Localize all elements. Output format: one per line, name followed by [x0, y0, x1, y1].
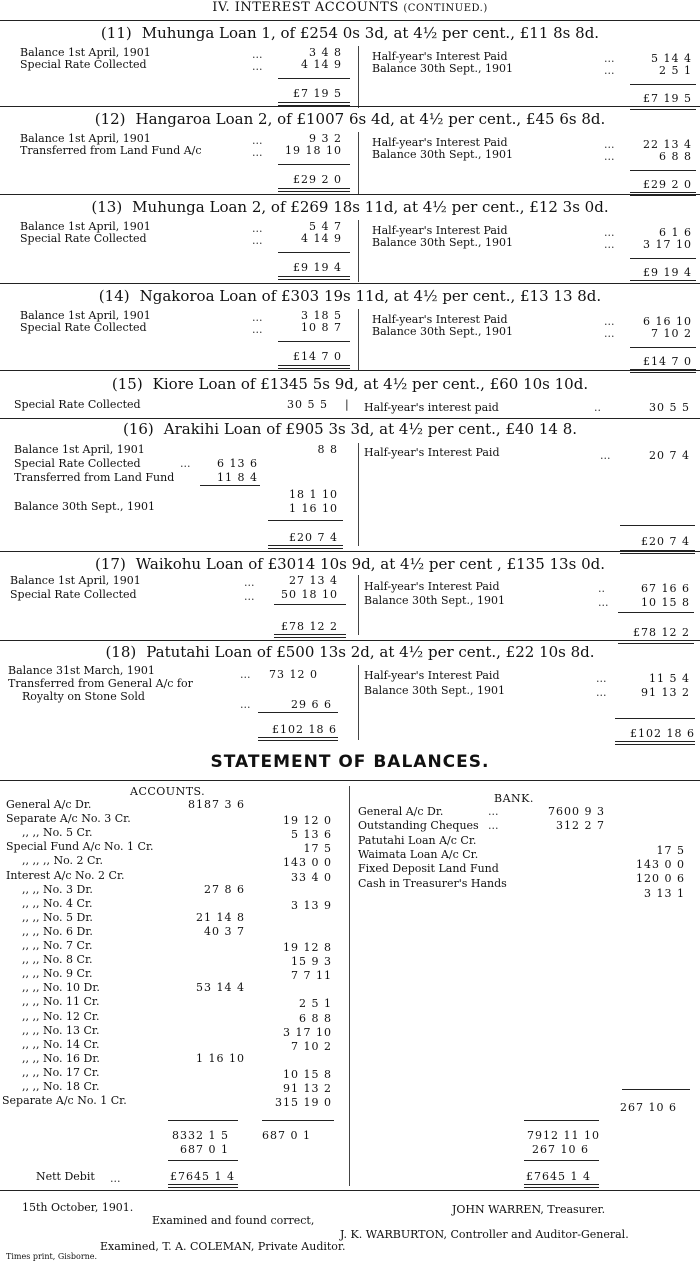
bank-amount-b: 17 5: [656, 843, 685, 857]
loan-number: (13): [91, 198, 123, 216]
loan-16-ldbl: [268, 545, 343, 549]
loan-17-right-label: Balance 30th Sept., 1901: [364, 594, 505, 607]
statement-rule: [0, 780, 700, 781]
loan-18-l2: Transferred from General A/c for: [8, 677, 193, 690]
account-label: ,, ,, No. 13 Cr.: [22, 1023, 100, 1037]
loan-left-label: Special Rate Collected: [20, 232, 147, 245]
bank-total: £7645 1 4: [526, 1170, 591, 1183]
loan-17-left-dbl: [274, 634, 346, 638]
loan-right-amount: 3 17 10: [643, 238, 692, 251]
account-label: ,, ,, No. 18 Cr.: [22, 1080, 100, 1093]
loan-15-title: [0, 375, 700, 393]
nett-label: Nett Debit: [36, 1170, 95, 1183]
loan-18-right-total: £102 18 6: [630, 727, 695, 740]
account-label: ,, ,, No. 17 Cr.: [22, 1065, 100, 1079]
acc-cr-line: [262, 1120, 334, 1121]
bank-sum: 7912 11 10: [527, 1129, 600, 1142]
loan-right-line: [630, 258, 696, 259]
bank-label: Cash in Treasurer's Hands: [358, 876, 507, 890]
bank-amount-b: 120 0 6: [636, 872, 685, 886]
loan-16-l2-dots: ...: [180, 457, 191, 470]
account-label: ,, ,, No. 16 Dr.: [22, 1051, 100, 1065]
loan-17-left-label: Special Rate Collected: [10, 588, 137, 601]
loan-left-line: [278, 252, 350, 253]
loan-right-dots: ...: [604, 52, 615, 65]
loan-left-dots: ...: [252, 222, 263, 235]
loan-left-amount: 19 18 10: [285, 144, 342, 157]
rule-18: [0, 640, 700, 641]
loan-16-r1: Half-year's Interest Paid: [364, 446, 500, 459]
loan-18-text: Patutahi Loan of £500 13s 2d, at 4½ per cent., £22 10s 8d.: [146, 643, 595, 661]
account-cr: 3 13 9: [291, 898, 332, 912]
loan-16-l4-amt: 1 16 10: [289, 502, 338, 515]
account-cr: 6 8 8: [299, 1011, 332, 1025]
footer-date: 15th October, 1901.: [22, 1201, 134, 1214]
acc-sum-cr: 687 0 1: [262, 1129, 311, 1142]
loan-right-dots: ...: [604, 226, 615, 239]
rule-17: [0, 551, 700, 552]
loan-divider: [358, 132, 359, 194]
account-dr: 27 8 6: [204, 882, 245, 896]
loan-right-total: £7 19 5: [643, 92, 692, 105]
account-label: Interest A/c No. 2 Cr.: [6, 868, 125, 882]
loan-17-text: Waikohu Loan of £3014 10s 9d, at 4½ per cent , £135 13s 0d.: [135, 555, 605, 573]
loan-15-separator: |: [345, 398, 349, 411]
loan-15-left-label: Special Rate Collected: [14, 398, 141, 411]
loan-18-l3-dots: ...: [240, 698, 251, 711]
loan-right-dots: ...: [604, 138, 615, 151]
acc-less: 687 0 1: [180, 1143, 229, 1156]
loan-17-number: (17): [95, 555, 126, 573]
loan-17-divider: [358, 575, 359, 635]
loan-16-l1: Balance 1st April, 1901: [14, 443, 145, 456]
loan-divider: [358, 46, 359, 108]
loan-left-amount: 3 4 8: [309, 46, 342, 59]
account-cr: 15 9 3: [291, 955, 332, 969]
loan-title-text: Hangaroa Loan 2, of £1007 6s 4d, at 4½ per cent., £45 6s 8d.: [135, 110, 606, 128]
bank-amount-b: 143 0 0: [636, 857, 685, 871]
loan-left-amount: 10 8 7: [301, 321, 342, 334]
account-label: ,, ,, No. 3 Dr.: [22, 882, 93, 896]
account-label: ,, ,, No. 4 Cr.: [22, 896, 93, 910]
loan-16-l3-amt: 11 8 4: [217, 471, 258, 484]
loan-15-right-amount: 30 5 5: [649, 401, 690, 414]
account-cr: 2 5 1: [299, 997, 332, 1011]
loan-18-left-total: £102 18 6: [272, 723, 337, 736]
loan-left-label: Special Rate Collected: [20, 321, 147, 334]
loan-17-left-amount: 27 13 4: [289, 574, 338, 587]
loan-left-dots: ...: [252, 146, 263, 159]
loan-right-total: £9 19 4: [643, 266, 692, 279]
loan-18-rdbl: [615, 741, 695, 745]
loan-right-label: Balance 30th Sept., 1901: [372, 325, 513, 338]
account-dr: 1 16 10: [196, 1051, 245, 1065]
account-cr: 91 13 2: [283, 1082, 332, 1095]
bank-amount-b: 3 13 1: [644, 886, 685, 900]
account-label: ,, ,, No. 5 Dr.: [22, 910, 93, 924]
loan-15-right-label: Half-year's interest paid: [364, 401, 499, 414]
loan-left-label: Special Rate Collected: [20, 58, 147, 71]
loan-title: [0, 287, 700, 305]
account-dr: 8187 3 6: [188, 798, 245, 811]
loan-right-label: Balance 30th Sept., 1901: [372, 148, 513, 161]
loan-16-r1-amt: 20 7 4: [649, 449, 690, 462]
loan-left-dots: ...: [252, 48, 263, 61]
account-cr: 7 10 2: [291, 1039, 332, 1053]
footer-treasurer: JOHN WARREN, Treasurer.: [452, 1203, 606, 1216]
account-label: ,, ,, No. 8 Cr.: [22, 953, 93, 967]
loan-right-amount: 2 5 1: [659, 64, 692, 77]
loan-right-dots: ...: [604, 327, 615, 340]
accounts-heading: ACCOUNTS.: [130, 785, 206, 798]
bank-less: 267 10 6: [532, 1143, 589, 1156]
loan-16-right-total: £20 7 4: [641, 535, 690, 548]
loan-rule: [0, 106, 700, 107]
loan-18-r1-amt: 11 5 4: [649, 672, 690, 685]
header-title: IV. INTEREST ACCOUNTS: [212, 0, 399, 15]
loan-left-dbl: [278, 276, 350, 280]
loan-right-amount: 7 10 2: [651, 327, 692, 340]
loan-left-line: [278, 341, 350, 342]
loan-right-dots: ...: [604, 64, 615, 77]
loan-left-total: £7 19 5: [293, 87, 342, 100]
footer-examined: Examined and found correct,: [152, 1214, 315, 1227]
loan-number: (11): [100, 24, 132, 42]
account-cr: 19 12 8: [283, 941, 332, 954]
loan-right-label: Half-year's Interest Paid: [372, 313, 508, 326]
loan-16-l1-amt: 8 8: [317, 443, 338, 456]
bank-less-line: [524, 1160, 599, 1161]
loan-left-dbl: [278, 188, 350, 192]
loan-16-l4: Balance 30th Sept., 1901: [14, 500, 155, 513]
acc-dr-line: [168, 1120, 238, 1121]
loan-17-right-line: [618, 612, 694, 613]
acc-less-line: [168, 1160, 238, 1161]
account-dr: 40 3 7: [204, 924, 245, 938]
account-cr: 33 4 0: [291, 870, 332, 884]
loan-18-title: [0, 643, 700, 661]
loan-16-l2: Special Rate Collected: [14, 457, 141, 470]
loan-16-divider: [358, 443, 359, 546]
account-label: ,, ,, No. 11 Cr.: [22, 995, 100, 1009]
loan-17-right-total: £78 12 2: [633, 626, 690, 639]
nett-dots: ...: [110, 1172, 121, 1185]
loan-right-dots: ...: [604, 315, 615, 328]
loan-15-number: (15): [111, 375, 143, 393]
account-label: ,, ,, No. 5 Cr.: [22, 826, 93, 840]
loan-16-l3: Transferred from Land Fund: [14, 471, 175, 484]
loan-left-line: [278, 78, 350, 79]
bank-label: Patutahi Loan A/c Cr.: [358, 833, 477, 847]
loan-17-left-line: [274, 604, 346, 605]
loan-17-right-amount: 67 16 6: [641, 582, 690, 595]
loan-title-text: Muhunga Loan 1, of £254 0s 3d, at 4½ per cent., £11 8s 8d.: [141, 24, 600, 42]
loan-16-text: Arakihi Loan of £905 3s 3d, at 4½ per cent., £40 14 8.: [163, 420, 578, 438]
loan-left-amount: 4 14 9: [301, 232, 342, 245]
loan-18-r2-amt: 91 13 2: [641, 686, 690, 699]
loan-right-label: Balance 30th Sept., 1901: [372, 236, 513, 249]
account-label: ,, ,, ,, No. 2 Cr.: [22, 854, 103, 868]
loan-16-number: (16): [122, 420, 154, 438]
loan-left-label: Transferred from Land Fund A/c: [20, 144, 202, 157]
loan-15-text: Kiore Loan of £1345 5s 9d, at 4½ per cent., £60 10s 10d.: [152, 375, 589, 393]
account-label: ,, ,, No. 9 Cr.: [22, 967, 93, 981]
loan-left-amount: 3 18 5: [301, 309, 342, 322]
bank-label: Outstanding Cheques: [358, 819, 479, 833]
loan-15-left-amount: 30 5 5: [287, 398, 328, 411]
bank-heading: BANK.: [494, 792, 534, 805]
statement-divider: [349, 786, 350, 1186]
loan-left-amount: 4 14 9: [301, 58, 342, 71]
account-label: Special Fund A/c No. 1 Cr.: [6, 840, 154, 854]
loan-left-label: Balance 1st April, 1901: [20, 46, 151, 59]
loan-16-sub: 18 1 10: [289, 488, 338, 501]
loan-number: (14): [98, 287, 130, 305]
loan-18-l1-amt: 73 12 0: [269, 668, 318, 681]
loan-right-label: Half-year's Interest Paid: [372, 50, 508, 63]
loan-right-amount: 22 13 4: [643, 138, 692, 151]
loan-18-l1: Balance 31st March, 1901: [8, 664, 155, 677]
loan-16-l2-amt: 6 13 6: [217, 457, 258, 470]
loan-left-total: £14 7 0: [293, 350, 342, 363]
loan-divider: [358, 309, 359, 371]
account-label: Separate A/c No. 1 Cr.: [2, 1094, 127, 1108]
loan-right-dots: ...: [604, 238, 615, 251]
loan-18-divider: [358, 665, 359, 740]
bank-right-total: 267 10 6: [620, 1101, 677, 1114]
bank-label: Waimata Loan A/c Cr.: [358, 847, 479, 861]
loan-title: [0, 198, 700, 216]
loan-right-line: [630, 84, 696, 85]
loan-right-label: Balance 30th Sept., 1901: [372, 62, 513, 75]
loan-18-rline: [615, 718, 695, 719]
bank-dots: ...: [488, 819, 499, 833]
bank-amount-a: 312 2 7: [556, 819, 605, 833]
header-continued: (CONTINUED.): [403, 3, 488, 14]
loan-left-label: Balance 1st April, 1901: [20, 220, 151, 233]
loan-left-amount: 5 4 7: [309, 220, 342, 233]
account-label: ,, ,, No. 10 Dr.: [22, 981, 100, 995]
account-cr: 17 5: [303, 842, 332, 856]
loan-right-line: [630, 170, 696, 171]
loan-left-label: Balance 1st April, 1901: [20, 132, 151, 145]
loan-title-text: Ngakoroa Loan of £303 19s 11d, at 4½ per cent., £13 13 8d.: [139, 287, 602, 305]
account-label: ,, ,, No. 7 Cr.: [22, 939, 93, 952]
bank-dots: ...: [488, 805, 499, 818]
loan-18-r1: Half-year's Interest Paid: [364, 669, 500, 682]
statement-title: STATEMENT OF BALANCES.: [210, 752, 490, 772]
loan-17-left-dots: ...: [244, 576, 255, 589]
rule-16: [0, 418, 700, 419]
loan-number: (12): [94, 110, 126, 128]
loan-left-dots: ...: [252, 60, 263, 73]
loan-17-left-total: £78 12 2: [281, 620, 338, 633]
footer-private: Examined, T. A. COLEMAN, Private Auditor.: [100, 1240, 346, 1253]
loan-16-subline: [200, 485, 260, 486]
loan-17-right-dots: ..: [598, 582, 605, 595]
loan-15-right-dots: ..: [594, 401, 601, 414]
loan-rule: [0, 283, 700, 284]
rule-15: [0, 370, 700, 371]
loan-title-text: Muhunga Loan 2, of £269 18s 11d, at 4½ per cent., £12 3s 0d.: [132, 198, 609, 216]
account-cr: 19 12 0: [283, 814, 332, 828]
loan-right-amount: 6 1 6: [659, 226, 692, 239]
account-cr: 7 7 11: [291, 969, 332, 983]
loan-18-number: (18): [105, 643, 137, 661]
account-label: Separate A/c No. 3 Cr.: [6, 812, 131, 826]
header-rule: [0, 20, 700, 21]
loan-left-dots: ...: [252, 323, 263, 336]
loan-17-right-amount: 10 15 8: [641, 596, 690, 609]
loan-18-r2: Balance 30th Sept., 1901: [364, 684, 505, 697]
loan-17-left-amount: 50 18 10: [281, 588, 338, 601]
bank-label: General A/c Dr.: [358, 805, 444, 818]
loan-16-lline: [268, 520, 343, 521]
account-label: ,, ,, No. 12 Cr.: [22, 1009, 100, 1023]
account-cr: 5 13 6: [291, 828, 332, 842]
loan-left-amount: 9 3 2: [309, 132, 342, 145]
loan-right-amount: 6 8 8: [659, 150, 692, 163]
loan-17-right-dots: ...: [598, 596, 609, 609]
loan-rule: [0, 194, 700, 195]
acc-sum-dr: 8332 1 5: [172, 1129, 229, 1142]
loan-18-lline: [258, 712, 338, 713]
loan-17-title: [0, 555, 700, 573]
bank-right-line: [622, 1089, 690, 1090]
account-cr: 143 0 0: [283, 856, 332, 870]
account-cr: 10 15 8: [283, 1067, 332, 1081]
loan-title: [0, 24, 700, 42]
loan-left-dots: ...: [252, 134, 263, 147]
bank-dbl: [524, 1184, 599, 1188]
loan-16-r1-dots: ...: [600, 449, 611, 462]
loan-left-dots: ...: [252, 234, 263, 247]
loan-left-label: Balance 1st April, 1901: [20, 309, 151, 322]
footer-rule: [0, 1190, 700, 1191]
bank-sum-line: [524, 1120, 599, 1121]
account-dr: 21 14 8: [196, 910, 245, 924]
loan-18-r2-dots: ...: [596, 686, 607, 699]
loan-right-line: [630, 347, 696, 348]
loan-17-right-label: Half-year's Interest Paid: [364, 580, 500, 593]
loan-right-dots: ...: [604, 150, 615, 163]
footer-printer: Times print, Gisborne.: [6, 1252, 98, 1261]
loan-right-amount: 5 14 4: [651, 52, 692, 65]
loan-18-l3: Royalty on Stone Sold: [22, 690, 145, 703]
loan-18-r1-dots: ...: [596, 672, 607, 685]
nett-dbl: [168, 1184, 238, 1188]
loan-17-left-label: Balance 1st April, 1901: [10, 574, 141, 587]
loan-divider: [358, 220, 359, 282]
account-label: ,, ,, No. 14 Cr.: [22, 1037, 100, 1051]
loan-16-left-total: £20 7 4: [289, 531, 338, 544]
account-cr: 315 19 0: [275, 1096, 332, 1110]
loan-16-title: [0, 420, 700, 438]
loan-left-dots: ...: [252, 311, 263, 324]
bank-amount-a: 7600 9 3: [548, 805, 605, 818]
account-cr: 3 17 10: [283, 1025, 332, 1039]
loan-left-line: [278, 164, 350, 165]
loan-title: [0, 110, 700, 128]
bank-label: Fixed Deposit Land Fund: [358, 862, 499, 876]
account-label: ,, ,, No. 6 Dr.: [22, 924, 93, 938]
loan-right-amount: 6 16 10: [643, 315, 692, 328]
loan-16-rline: [620, 525, 695, 526]
nett-amount: £7645 1 4: [170, 1170, 235, 1183]
loan-left-dbl: [278, 365, 350, 369]
loan-right-label: Half-year's Interest Paid: [372, 224, 508, 237]
loan-18-l1-dots: ...: [240, 668, 251, 681]
loan-17-left-dots: ...: [244, 590, 255, 603]
loan-18-l3-amt: 29 6 6: [291, 698, 332, 711]
loan-left-total: £29 2 0: [293, 173, 342, 186]
loan-right-total: £14 7 0: [643, 355, 692, 368]
loan-right-label: Half-year's Interest Paid: [372, 136, 508, 149]
page-header: [0, 0, 700, 15]
footer-auditor: J. K. WARBURTON, Controller and Auditor-General.: [340, 1228, 629, 1241]
account-dr: 53 14 4: [196, 981, 245, 995]
loan-18-ldbl: [258, 737, 338, 741]
account-label: General A/c Dr.: [6, 798, 92, 811]
loan-right-total: £29 2 0: [643, 178, 692, 191]
loan-left-total: £9 19 4: [293, 261, 342, 274]
